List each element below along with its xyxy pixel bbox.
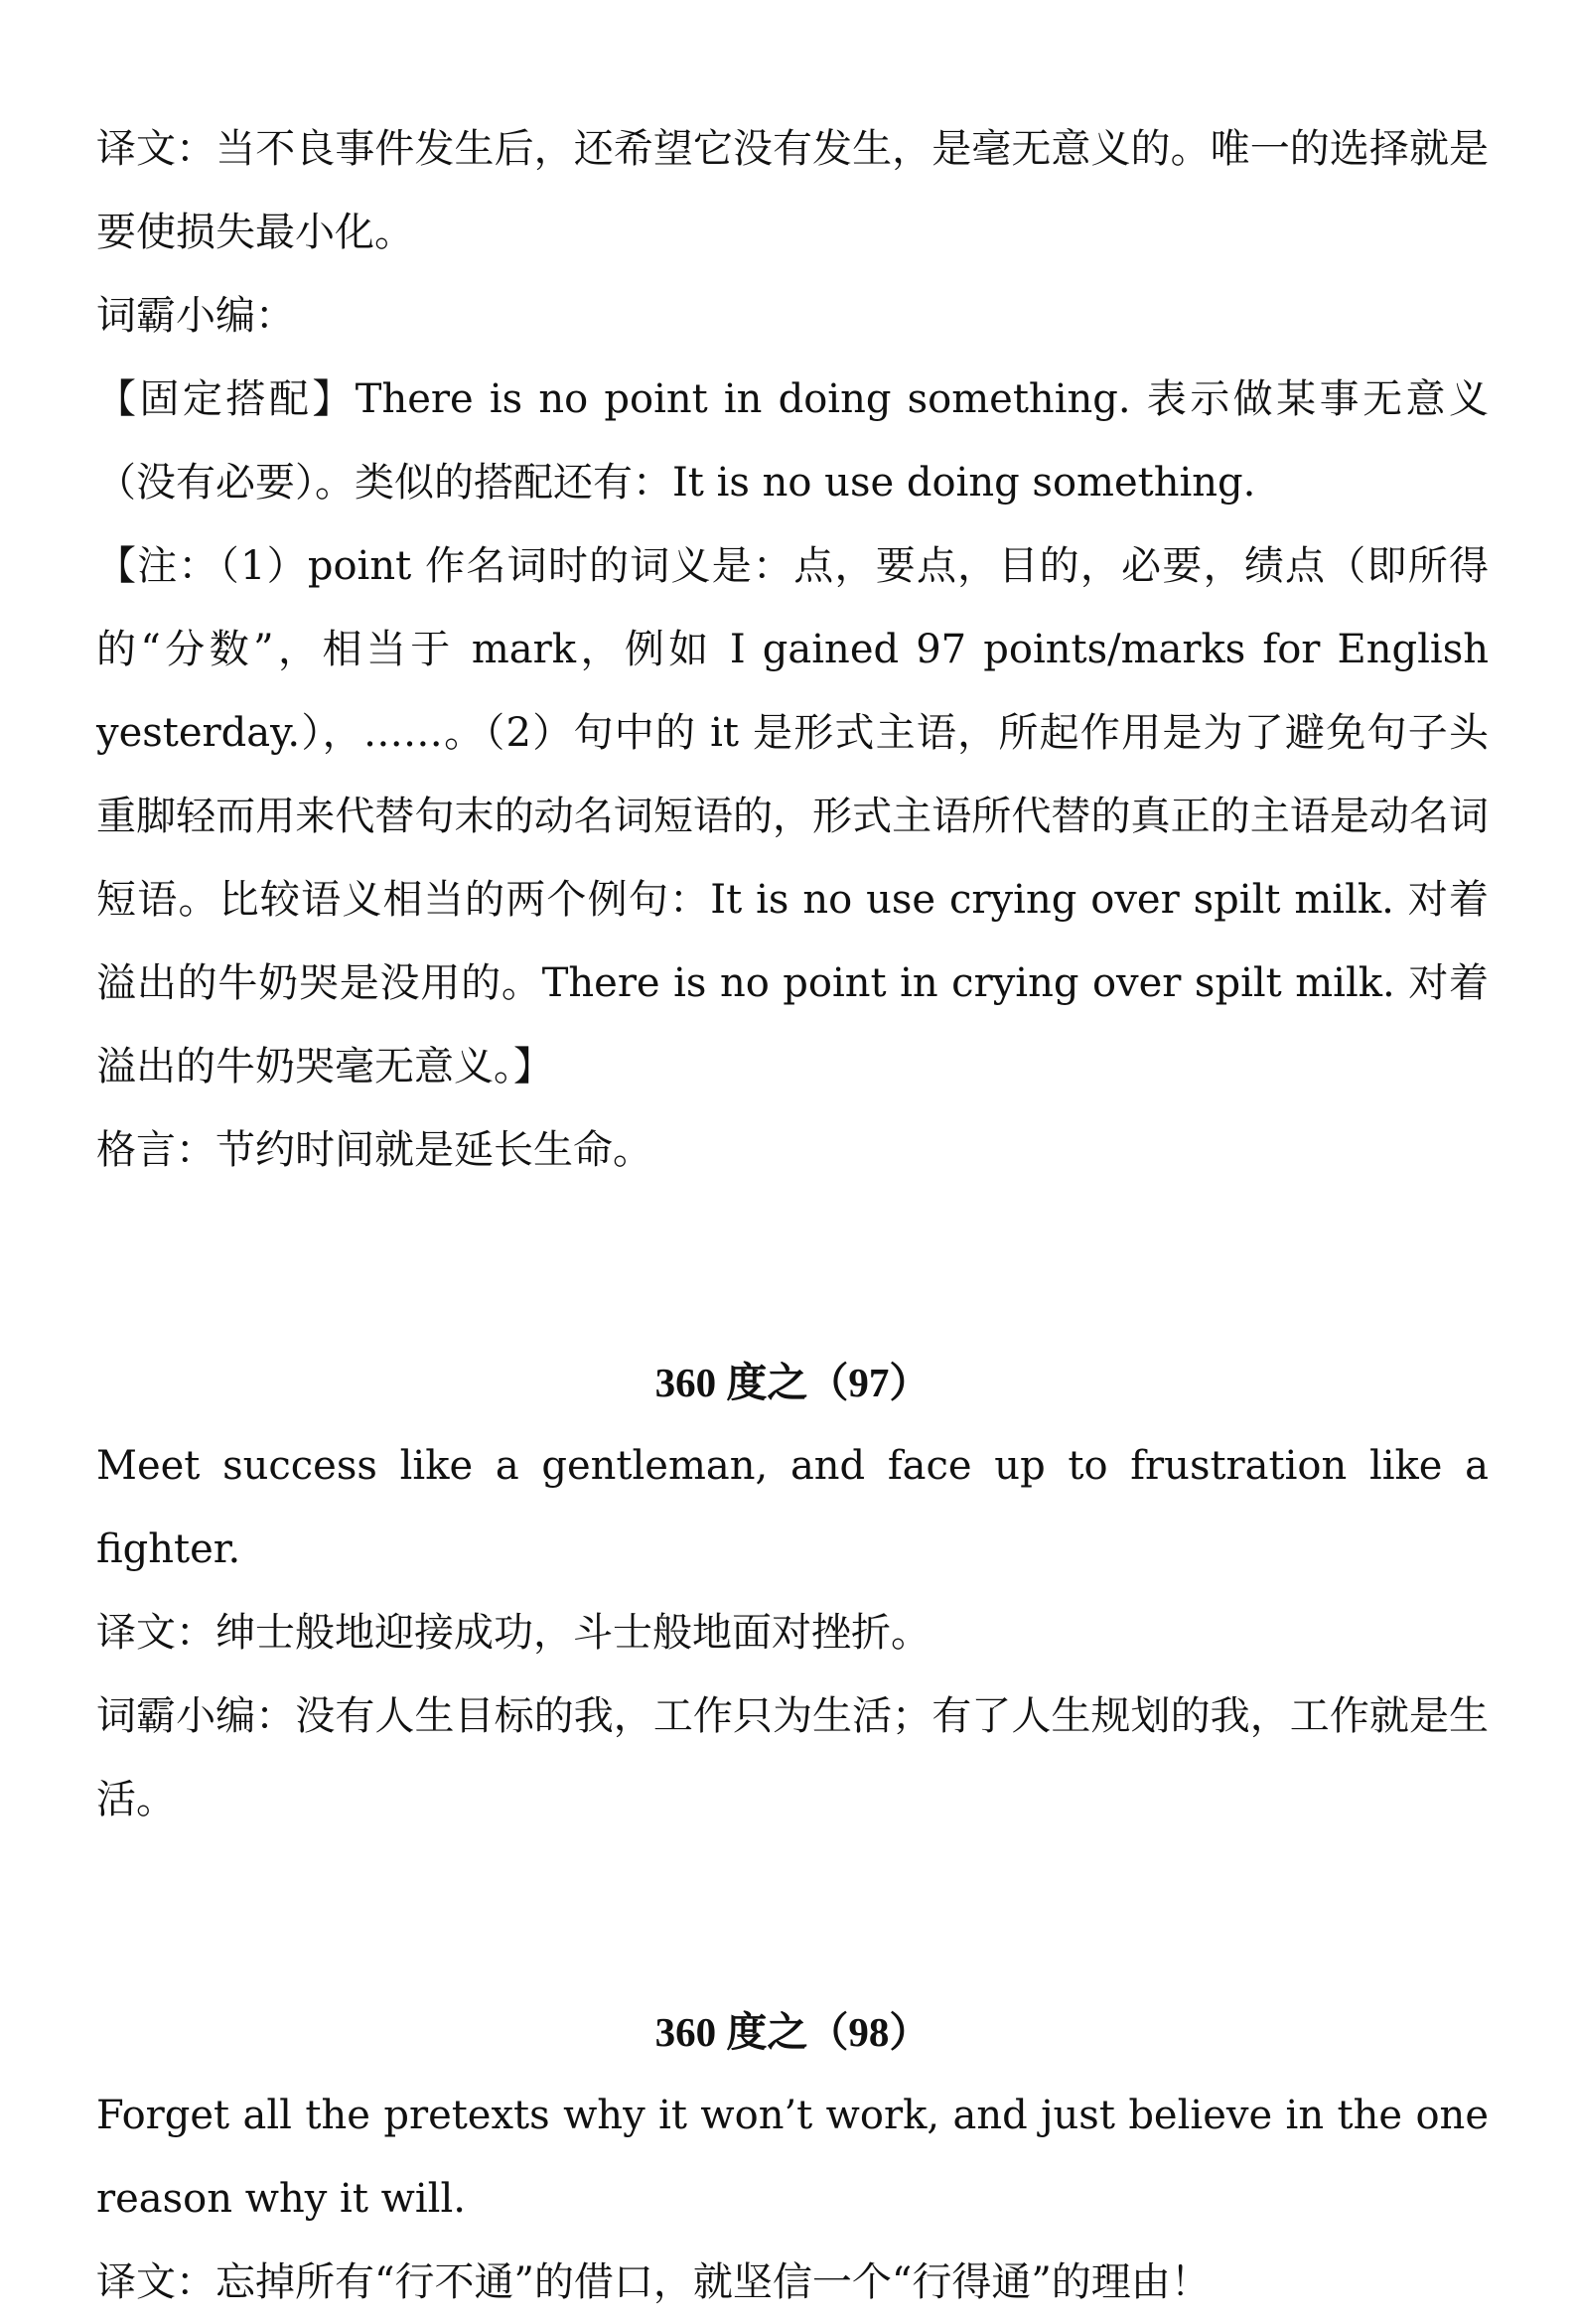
editor-label: 词霸小编： [96,293,295,339]
english-quote: Meet success like a gentleman, and face up to frustration like a fighter. [96,1443,1489,1572]
document-page [96,107,1489,2324]
english-quote: Forget all the pretexts why it won’t work, and just believe in the one reason why it will. [96,2093,1489,2222]
section-spacer [96,1192,1489,1341]
section-spacer [96,1841,1489,1990]
section-97 [96,1341,1489,1841]
translation-paragraph: 译文：绅士般地迎接成功，斗士般地面对挫折。 [96,1610,931,1656]
editor-note-paragraph: 词霸小编：没有人生目标的我，工作只为生活；有了人生规划的我，工作就是生活。 [96,1693,1489,1822]
section-heading: 360 度之（98） [654,2009,931,2055]
section-98 [96,1990,1489,2324]
section-heading: 360 度之（97） [654,1360,931,1405]
translation-paragraph: 译文：忘掉所有“行不通”的借口，就坚信一个“行得通”的理由！ [96,2259,1211,2305]
motto-paragraph: 格言：节约时间就是延长生命。 [96,1127,652,1173]
section-96 [96,107,1489,1192]
note-paragraph: 【注：（1）point 作名词时的词义是：点，要点，目的，必要，绩点（即所得的“分数”，相当于 mark，例如 I gained 97 points/marks for English yesterday.），……。（2）句中的 it 是形式主语，所起作用是为了避免句子头重脚轻而用来代替句末的动名词短语的，形式主语所代替的真正的主语是动名词短语。比较语义相当的两个例句：It is no use crying over spilt milk. 对着溢出的牛奶哭是没用的。There is no point in crying over spilt milk. 对着溢出的牛奶哭毫无意义。】 [96,543,1489,1089]
translation-paragraph: 译文：当不良事件发生后，还希望它没有发生，是毫无意义的。唯一的选择就是要使损失最小化。 [96,126,1489,255]
fixed-collocation-paragraph: 【固定搭配】There is no point in doing something. 表示做某事无意义（没有必要）。类似的搭配还有：It is no use doing something. [96,376,1489,506]
